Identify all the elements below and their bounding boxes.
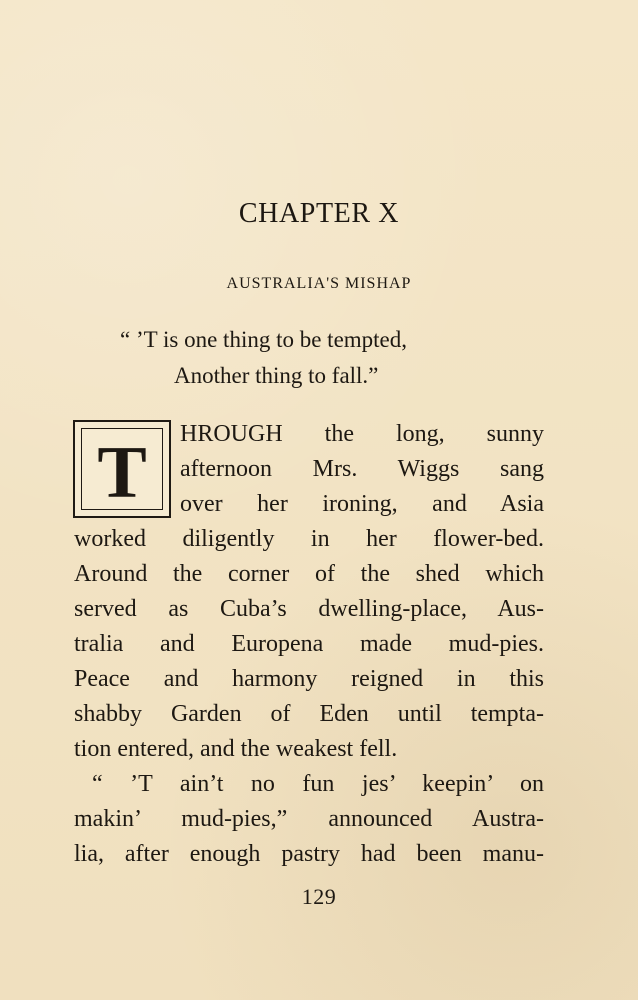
text-line: over her ironing, and Asia bbox=[180, 491, 544, 517]
text-line: “ ’T ain’t no fun jes’ keepin’ on bbox=[92, 771, 544, 797]
chapter-title: CHAPTER X bbox=[238, 198, 400, 229]
epigraph bbox=[120, 322, 480, 394]
text-line: HROUGH the long, sunny bbox=[180, 421, 544, 447]
text-line: afternoon Mrs. Wiggs sang bbox=[180, 456, 544, 482]
text-line: served as Cuba’s dwelling-place, Aus- bbox=[74, 596, 544, 622]
epigraph-line: Another thing to fall.” bbox=[174, 363, 379, 388]
body-text bbox=[74, 417, 544, 872]
text-line: shabby Garden of Eden until tempta- bbox=[74, 701, 544, 727]
chapter-subtitle: AUSTRALIA'S MISHAP bbox=[226, 275, 412, 292]
text-line: tion entered, and the weakest fell. bbox=[74, 736, 398, 762]
text-line: Peace and harmony reigned in this bbox=[74, 666, 544, 692]
epigraph-line: “ ’T is one thing to be tempted, bbox=[120, 327, 408, 352]
page-number: 129 bbox=[301, 884, 337, 909]
text-line: lia, after enough pastry had been manu- bbox=[74, 841, 544, 867]
drop-cap-letter: T bbox=[97, 432, 147, 514]
text-line: makin’ mud-pies,” announced Austra- bbox=[74, 806, 544, 832]
text-line: tralia and Europena made mud-pies. bbox=[74, 631, 544, 657]
text-line: Around the corner of the shed which bbox=[74, 561, 544, 587]
text-line: worked diligently in her flower-bed. bbox=[74, 526, 544, 552]
